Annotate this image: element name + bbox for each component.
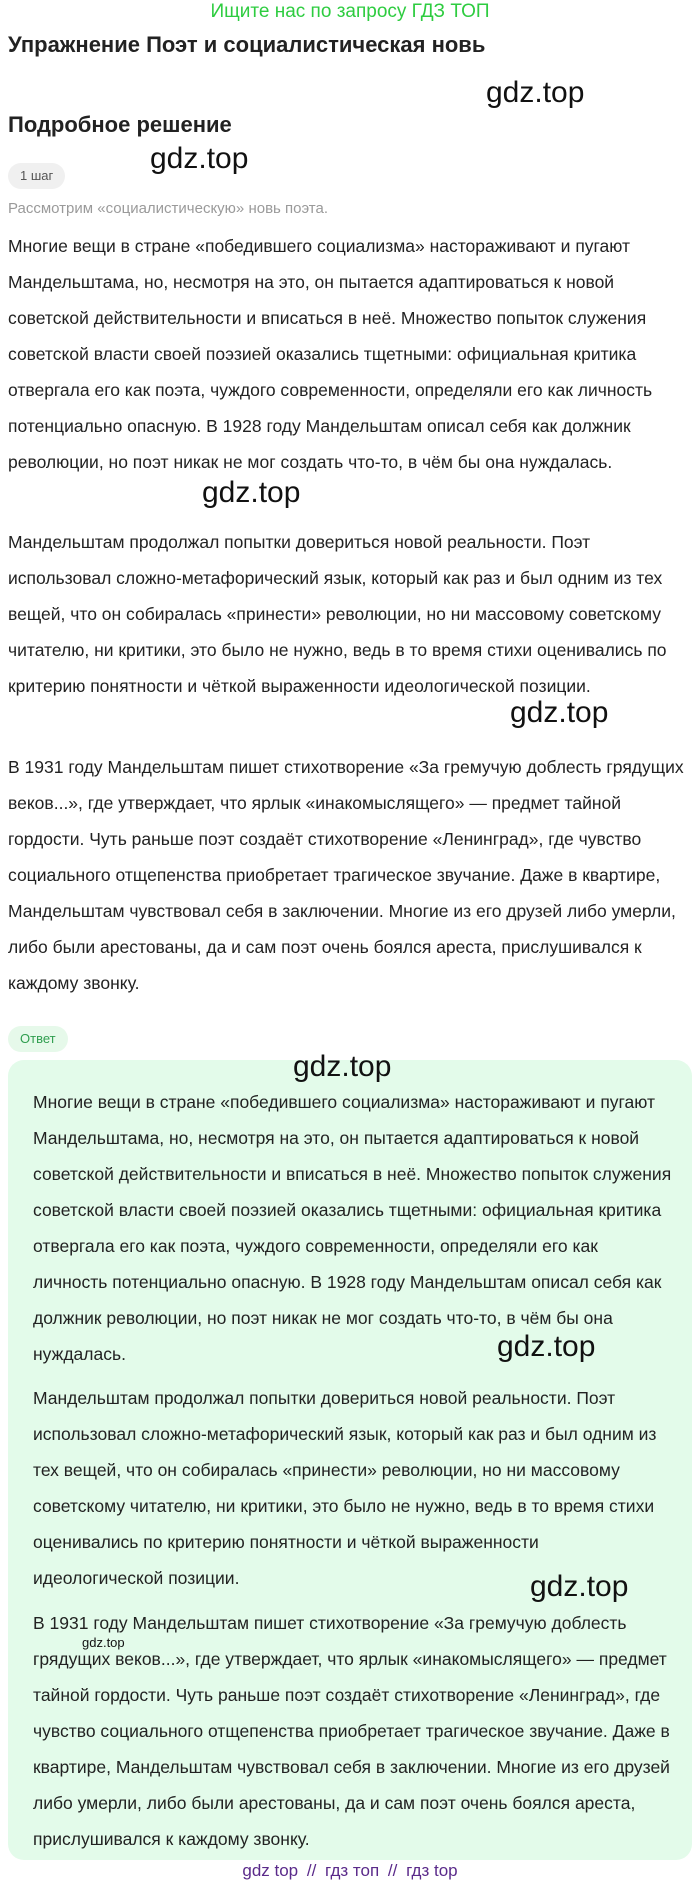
watermark: gdz.top [150, 142, 249, 175]
footer-separator: // [306, 1861, 317, 1880]
watermark: gdz.top [293, 1050, 392, 1083]
solution-paragraph: Многие вещи в стране «победившего социализма» настораживают и пугают Мандельштама, но, несмотря на это, он пытается адаптироваться к новой советской действительности и вписаться в неё. Множество попыток служения советской власти своей поэзией оказались тщетными: официальная критика отвергала его как поэта, чуждого современности, определяли его как личность потенциально опасную. В 1928 году Мандельштам описал себя как должник революции, но поэт никак не мог создать что-то, в чём бы она нуждалась. [8, 236, 653, 472]
step-badge: 1 шаг [8, 163, 65, 189]
page-title: Упражнение Поэт и социалистическая новь [8, 32, 486, 57]
answer-paragraph: В 1931 году Мандельштам пишет стихотворение «За гремучую доблесть грядущих веков...», где утверждает, что ярлык «инакомыслящего» — предмет тайной гордости. Чуть раньше поэт создаёт стихотворение «Ленинград», где чувство социального отщепенства приобретает трагическое звучание. Даже в квартире, Мандельштам чувствовал себя в заключении. Многие из его друзей либо умерли, либо были арестованы, да и сам поэт очень боялся ареста, прислушивался к каждому звонку. [33, 1613, 670, 1849]
solution-paragraph: В 1931 году Мандельштам пишет стихотворение «За гремучую доблесть грядущих веков...», где утверждает, что ярлык «инакомыслящего» — предмет тайной гордости. Чуть раньше поэт создаёт стихотворение «Ленинград», где чувство социального отщепенства приобретает трагическое звучание. Даже в квартире, Мандельштам чувствовал себя в заключении. Многие из его друзей либо умерли, либо были арестованы, да и сам поэт очень боялся ареста, прислушивался к каждому звонку. [8, 757, 684, 993]
answer-paragraph: Мандельштам продолжал попытки довериться новой реальности. Поэт использовал сложно-метафорический язык, который как раз и был одним из тех вещей, что он собиралась «принести» революции, но ни массовому советскому читателю, ни критики, это было не нужно, ведь в то время стихи оценивались по критерию понятности и чёткой выраженности идеологической позиции. [33, 1388, 657, 1588]
intro-text: Рассмотрим «социалистическую» новь поэта. [8, 200, 329, 217]
solution-paragraph: Мандельштам продолжал попытки довериться новой реальности. Поэт использовал сложно-метафорический язык, который как раз и был одним из тех вещей, что он собиралась «принести» революции, но ни массовому советскому читателю, ни критики, это было не нужно, ведь в то время стихи оценивались по критерию понятности и чёткой выраженности идеологической позиции. [8, 532, 667, 696]
watermark-small: gdz.top [82, 1635, 125, 1650]
footer-link[interactable]: gdz top [242, 1861, 299, 1880]
watermark: gdz.top [510, 696, 609, 729]
footer-link[interactable]: гдз топ [325, 1861, 380, 1880]
footer-separator: // [387, 1861, 398, 1880]
section-title: Подробное решение [8, 112, 232, 137]
search-banner: Ищите нас по запросу ГДЗ ТОП [210, 1, 490, 22]
watermark: gdz.top [530, 1570, 629, 1603]
watermark: gdz.top [486, 76, 585, 109]
watermark: gdz.top [497, 1330, 596, 1363]
answer-badge: Ответ [8, 1026, 68, 1052]
footer-link[interactable]: гдз top [406, 1861, 458, 1880]
watermark: gdz.top [202, 476, 301, 509]
answer-paragraph: Многие вещи в стране «победившего социализма» настораживают и пугают Мандельштама, но, несмотря на это, он пытается адаптироваться к новой советской действительности и вписаться в неё. Множество попыток служения советской власти своей поэзией оказались тщетными: официальная критика отвергала его как поэта, чуждого современности, определяли его как личность потенциально опасную. В 1928 году Мандельштам описал себя как должник революции, но поэт никак не мог создать что-то, в чём бы она нуждалась. [33, 1092, 672, 1364]
footer-links [0, 1858, 700, 1884]
